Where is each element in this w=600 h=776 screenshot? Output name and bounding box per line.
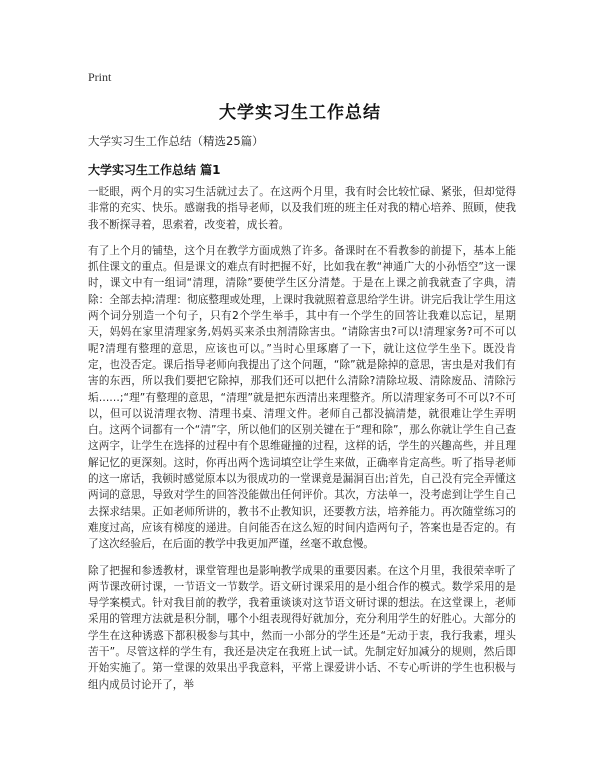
paragraph-1: 一眨眼，两个月的实习生活就过去了。在这两个月里，我有时会比较忙碌、紧张，但却觉得非常的充实、快乐。感谢我的指导老师，以及我们班的班主任对我的精心培养、照顾，使我我不断探寻着，思索着，改变着，成长着。 xyxy=(88,186,516,231)
print-label[interactable]: Print xyxy=(88,70,112,84)
paragraph-2: 有了上个月的铺垫，这个月在教学方面成熟了许多。备课时在不看教参的前提下，基本上能抓住课文的重点。但是课文的难点有时把握不好，比如我在教“神通广大的小孙悟空”这一课时，课文中有一组词“清理，清除”要使学生区分清楚。于是在上课之前我就查了字典，清除：全部去掉;清理：彻底整理或处理，上课时我就照着意思给学生讲。讲完后我让学生用这两个词分别造一个句子，只有2个学生举手，其中有一个学生的回答让我难以忘记，星期天，妈妈在家里清理家务,妈妈买来杀虫剂清除害虫。“请除害虫?可以!清理家务?可不可以呢?清理有整理的意思，应该也可以。”当时心里琢磨了一下，就让这位学生坐下。既没肯定，也没否定。课后指导老师向我提出了这个问题，“除”就是除掉的意思，害虫是对我们有害的东西，所以我们要把它除掉，那我们还可以把什么清除?清除垃圾、清除废品、清除污垢……;“理”有整理的意思，“清理”就是把东西清出来理整齐。所以清理家务可不可以?不可以，但可以说清理衣物、清理书桌、清理文件。老师自己都没搞清楚，就很难让学生弄明白。这两个词都有一个“清”字，所以他们的区别关键在于“理和除”，那么你就让学生自己查这两字，让学生在选择的过程中有个思维碰撞的过程，这样的话，学生的兴趣高些，并且理解记忆的更深刻。这时，你再出两个选词填空让学生来做，正确率肯定高些。听了指导老师的这一席话，我顿时感觉原本以为很成功的一堂课竟是漏洞百出;首先，自己没有完全弄懂这两词的意思，导致对学生的回答没能做出任何评价。其次，方法单一，没考虑到让学生自己去探求结果。正如老师所讲的，教书不止教知识，还要教方法，培养能力。再次随堂练习的难度过高，应该有梯度的递进。自问能否在这么短的时间内造两句子，答案也是否定的。有了这次经验后，在后面的教学中我更加严谨，丝毫不敢怠慢。 xyxy=(88,244,516,551)
page-title: 大学实习生工作总结 xyxy=(219,103,381,123)
section-heading: 大学实习生工作总结 篇1 xyxy=(88,163,221,177)
paragraph-3: 除了把握和参透教材，课堂管理也是影响教学成果的重要因素。在这个月里，我很荣幸听了两节课改研讨课，一节语文一节数学。语文研讨课采用的是小组合作的模式。数学采用的是导学案模式。针对我目前的教学，我着重谈谈对这节语文研讨课的想法。在这堂课上，老师采用的管理方法就是积分制，哪个小组表现得好就加分，充分利用学生的好胜心。大部分的学生在这种诱惑下都积极参与其中，然而一小部分的学生还是“无动于衷，我行我素，埋头苦干”。尽管这样的学生有，我还是决定在我班上试一试。先制定好加减分的规则，然后即开始实施了。第一堂课的效果出乎我意料，平常上课爱讲小话、不专心听讲的学生也积极与组内成员讨论开了，举 xyxy=(88,564,516,691)
article-body xyxy=(88,184,516,703)
document-subtitle: 大学实习生工作总结（精选25篇） xyxy=(88,134,264,148)
